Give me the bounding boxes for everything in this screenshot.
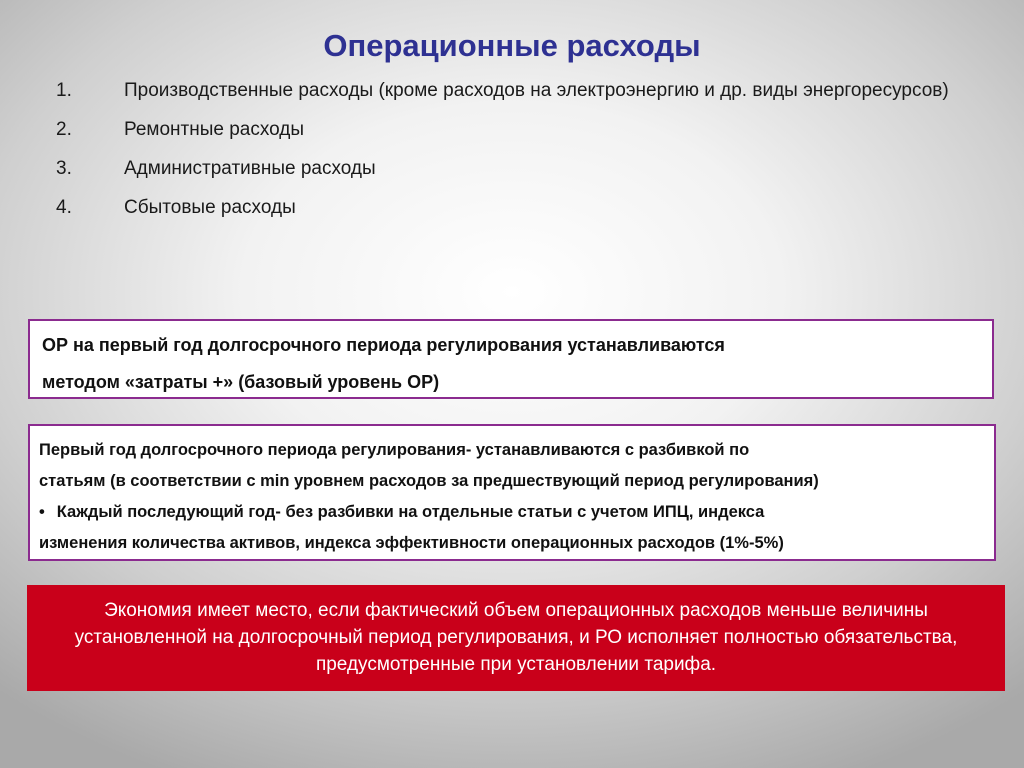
list-item-text: Административные расходы [124,158,376,179]
list-item [56,117,976,143]
method-line-4: изменения количества активов, индекса эффективности операционных расходов (1%-5%) [39,534,784,552]
list-item [56,195,976,221]
list-item-number: 4. [56,197,72,218]
slide-title: Операционные расходы [323,28,701,63]
method-line-2: статьям (в соответствии с min уровнем расходов за предшествующий период регулирования) [39,472,819,490]
base-level-line-1: ОР на первый год долгосрочного периода регулирования устанавливаются [42,335,725,355]
method-line-1: Первый год долгосрочного периода регулирования- устанавливаются с разбивкой по [39,441,750,459]
list-item-number: 3. [56,158,72,179]
savings-alert-text: Экономия имеет место, если фактический объем операционных расходов меньше величины установленной на долгосрочный период регулирования, и РО исполняет полностью обязательства, предусмотренные при установлении тарифа. [74,600,958,675]
bullet-icon: • [39,503,45,521]
list-item-number: 1. [56,80,72,101]
list-item-text: Ремонтные расходы [124,119,305,140]
list-item-text: Производственные расходы (кроме расходов на электроэнергию и др. виды энергоресурсов) [124,80,949,101]
base-level-box [28,319,994,399]
list-item-text: Сбытовые расходы [124,197,296,218]
method-box [28,424,996,561]
expense-list [56,78,976,234]
list-item-number: 2. [56,119,72,140]
method-line-3: Каждый последующий год- без разбивки на отдельные статьи с учетом ИПЦ, индекса [56,503,765,521]
base-level-line-2: методом «затраты +» (базовый уровень ОР) [42,372,440,392]
list-item [56,78,976,104]
list-item [56,156,976,182]
method-bullet-item [39,497,984,528]
savings-alert-box [27,585,1005,691]
